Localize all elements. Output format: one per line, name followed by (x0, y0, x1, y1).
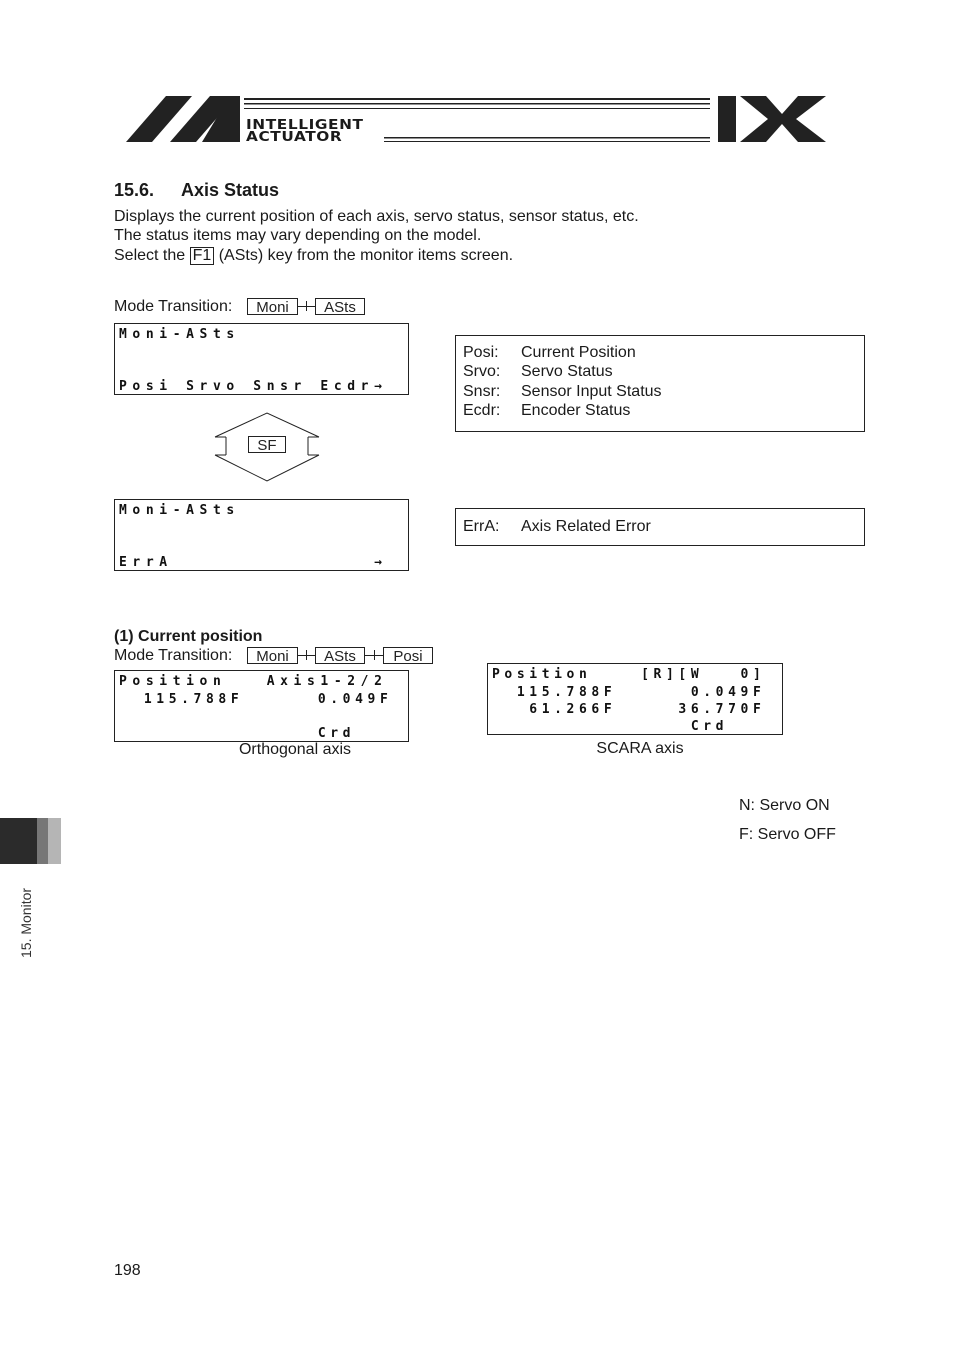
header-logo (126, 94, 828, 146)
legend-value: Axis Related Error (521, 518, 651, 535)
legend-value: Current Position (521, 344, 636, 361)
chapter-tab-dark (0, 818, 37, 864)
legend-key: Srvo: (463, 363, 501, 380)
legend-key: Posi: (463, 344, 499, 361)
intro-line2: The status items may vary depending on the model. (114, 227, 482, 244)
lcd-line: Moni-ASts (119, 327, 240, 342)
mode-key-posi: Posi (383, 647, 433, 664)
legend-key: ErrA: (463, 518, 500, 535)
sf-key: SF (248, 436, 286, 453)
subsection-number: (1) (114, 628, 134, 645)
legend-value: Servo Status (521, 363, 613, 380)
legend-value: Encoder Status (521, 402, 631, 419)
legend-value: Sensor Input Status (521, 383, 662, 400)
lcd-line: 61.266F 36.770F (492, 702, 766, 717)
servo-on-note: N: Servo ON (739, 797, 830, 814)
mode-connector-tick (374, 650, 375, 660)
lcd-line: Crd (492, 719, 729, 734)
mode-connector-tick (306, 650, 307, 660)
subsection-title: Current position (138, 628, 263, 645)
servo-off-note: F: Servo OFF (739, 826, 836, 843)
brand-line2: ACTUATOR (246, 130, 343, 145)
caption-orthogonal: Orthogonal axis (238, 741, 352, 758)
brand-line1: INTELLIGENT (246, 118, 364, 133)
legend-box-asts-2 (455, 508, 865, 546)
lcd-line: ErrA → (119, 555, 388, 570)
mode-key-asts: ASts (315, 298, 365, 315)
lcd-line: 115.788F 0.049F (492, 685, 766, 700)
legend-box-asts-1 (455, 335, 865, 432)
intro-line1: Displays the current position of each axis, servo status, sensor status, etc. (114, 208, 639, 225)
mode-connector-tick (306, 301, 307, 311)
intro-line3-post: (ASts) key from the monitor items screen. (214, 247, 514, 264)
chapter-tab-light (48, 818, 61, 864)
mode-key-asts-2: ASts (315, 647, 365, 664)
lcd-screen-orthogonal (114, 670, 409, 742)
legend-key: Ecdr: (463, 402, 501, 419)
sf-toggle-diagram (214, 412, 320, 482)
lcd-line: Position [R][W 0] (492, 667, 766, 682)
lcd-line: Moni-ASts (119, 503, 240, 518)
mode-key-moni: Moni (247, 298, 298, 315)
lcd-screen-asts-1 (114, 323, 409, 395)
mode-transition-label-2: Mode Transition: (114, 647, 233, 664)
page-number: 198 (114, 1262, 141, 1279)
caption-scara: SCARA axis (596, 740, 684, 757)
lcd-screen-scara (487, 663, 783, 735)
section-title: Axis Status (181, 180, 280, 200)
intro-line3 (114, 246, 513, 265)
mode-key-moni-2: Moni (247, 647, 298, 664)
lcd-line: Position Axis1-2/2 (119, 674, 388, 689)
ia-logo-mark (126, 94, 828, 146)
chapter-tab-label: 15. Monitor (18, 887, 34, 958)
mode-transition-label: Mode Transition: (114, 298, 233, 315)
lcd-line: 115.788F 0.049F (119, 692, 393, 707)
intro-line3-pre: Select the (114, 247, 190, 264)
subsection-heading (114, 627, 262, 646)
lcd-line: Posi Srvo Snsr Ecdr→ (119, 379, 388, 394)
lcd-screen-asts-2 (114, 499, 409, 571)
lcd-line: Crd (119, 726, 356, 741)
f1-key: F1 (190, 247, 215, 265)
section-number: 15.6. (114, 180, 155, 200)
chapter-tab (0, 818, 61, 864)
legend-key: Snsr: (463, 383, 501, 400)
chapter-tab-mid (37, 818, 48, 864)
